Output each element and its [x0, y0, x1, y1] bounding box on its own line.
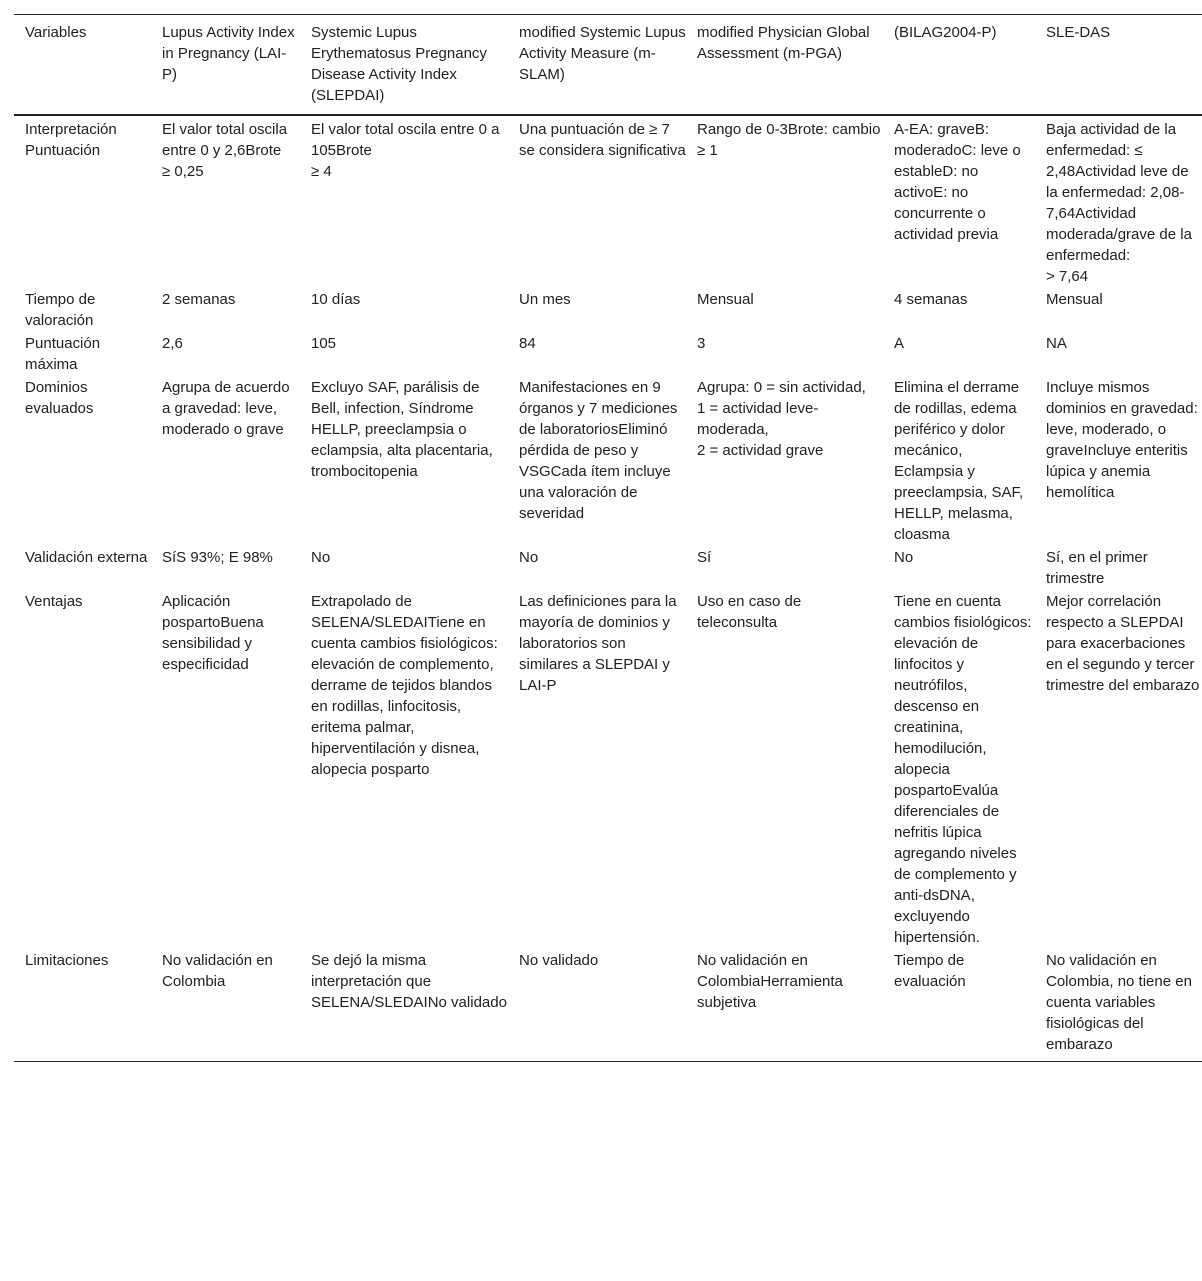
table-cell: Aplicación pospartoBuena sensibilidad y especificidad: [162, 593, 264, 673]
header-m-slam: modified Systemic Lupus Activity Measure (m-SLAM): [519, 24, 686, 83]
table-cell: Elimina el derrame de rodillas, edema periférico y dolor mecánico, Eclampsia y preeclampsia, SAF, HELLP, melasma, cloasma: [894, 379, 1024, 543]
table-cell: 10 días: [311, 291, 361, 308]
table-cell: Baja actividad de la enfermedad: ≤ 2,48Actividad leve de la enfermedad: 2,08-7,64Actividad moderada/grave de la enfermedad: > 7,64: [1046, 121, 1192, 285]
row-label: Interpretación Puntuación: [25, 121, 117, 159]
table-cell: Sí, en el primer trimestre: [1046, 549, 1148, 587]
table-cell: No: [519, 549, 539, 566]
table-cell: Excluyo SAF, parálisis de Bell, infection, Síndrome HELLP, preeclampsia o eclampsia, alta placentaria, trombocitopenia: [311, 379, 493, 480]
table-cell: El valor total oscila entre 0 y 2,6Brote ≥ 0,25: [162, 121, 288, 180]
table-row-tiempo: [14, 288, 1202, 332]
row-label: Dominios evaluados: [25, 379, 94, 417]
table-row-interpretacion: [14, 115, 1202, 288]
table-cell: Incluye mismos dominios en gravedad: leve, moderado, o graveIncluye enteritis lúpica y anemia hemolítica: [1046, 379, 1198, 501]
table-cell: SíS 93%; E 98%: [162, 549, 273, 566]
table-cell: Extrapolado de SELENA/SLEDAITiene en cuenta cambios fisiológicos: elevación de complemento, derrame de tejidos blandos en rodillas, linfocitosis, eritema palmar, hiperventilación y disnea, alopecia posparto: [311, 593, 498, 778]
comparison-table: [14, 14, 1202, 1062]
table-row-puntuacion-maxima: [14, 332, 1202, 376]
table-cell: NA: [1046, 335, 1067, 352]
table-cell: Rango de 0-3Brote: cambio ≥ 1: [697, 121, 881, 159]
table-cell: No: [311, 549, 331, 566]
table-cell: El valor total oscila entre 0 a 105Brote ≥ 4: [311, 121, 500, 180]
row-label: Puntuación máxima: [25, 335, 101, 373]
table-cell: 4 semanas: [894, 291, 968, 308]
header-m-pga: modified Physician Global Assessment (m-PGA): [697, 24, 870, 62]
table-cell: Sí: [697, 549, 712, 566]
table-cell: No validación en Colombia: [162, 952, 273, 990]
table-cell: 105: [311, 335, 337, 352]
table-cell: Agrupa: 0 = sin actividad, 1 = actividad leve-moderada, 2 = actividad grave: [697, 379, 866, 459]
table-cell: 2,6: [162, 335, 183, 352]
header-row: [14, 15, 1202, 116]
table-cell: 2 semanas: [162, 291, 236, 308]
table-cell: Mensual: [1046, 291, 1103, 308]
table-cell: Tiempo de evaluación: [894, 952, 966, 990]
header-sle-das: SLE-DAS: [1046, 24, 1111, 41]
header-lai-p: Lupus Activity Index in Pregnancy (LAI-P): [162, 24, 295, 83]
table-row-limitaciones: [14, 949, 1202, 1062]
row-label: Tiempo de valoración: [25, 291, 96, 329]
table-cell: A: [894, 335, 905, 352]
table-cell: Mensual: [697, 291, 754, 308]
header-variables: Variables: [25, 24, 87, 41]
table-cell: 84: [519, 335, 536, 352]
table-cell: Mejor correlación respecto a SLEPDAI para exacerbaciones en el segundo y tercer trimestre del embarazo: [1046, 593, 1200, 694]
header-slepdai: Systemic Lupus Erythematosus Pregnancy Disease Activity Index (SLEPDAI): [311, 24, 487, 104]
table-cell: Una puntuación de ≥ 7 se considera significativa: [519, 121, 686, 159]
table-cell: No validación en Colombia, no tiene en cuenta variables fisiológicas del embarazo: [1046, 952, 1192, 1053]
header-bilag2004-p: (BILAG2004-P): [894, 24, 997, 41]
table-cell: Un mes: [519, 291, 571, 308]
table-row-validacion: [14, 546, 1202, 590]
row-label: Ventajas: [25, 593, 83, 610]
table-cell: Tiene en cuenta cambios fisiológicos: elevación de linfocitos y neutrófilos, descenso en creatinina, hemodilución, alopecia pospartoEvalúa diferenciales de nefritis lúpica agregando niveles de complemento y anti-dsDNA, excluyendo hipertensión.: [894, 593, 1032, 946]
table-cell: 3: [697, 335, 706, 352]
table-cell: Uso en caso de teleconsulta: [697, 593, 802, 631]
table-cell: A-EA: graveB: moderadoC: leve o estableD: no activoE: no concurrente o actividad previa: [894, 121, 1021, 243]
table-cell: No validación en ColombiaHerramienta subjetiva: [697, 952, 843, 1011]
row-label: Limitaciones: [25, 952, 109, 969]
table-row-ventajas: [14, 590, 1202, 949]
row-label: Validación externa: [25, 549, 148, 566]
table-cell: Las definiciones para la mayoría de dominios y laboratorios son similares a SLEPDAI y LAI-P: [519, 593, 677, 694]
table-row-dominios: [14, 376, 1202, 546]
table-cell: No validado: [519, 952, 599, 969]
table-cell: Agrupa de acuerdo a gravedad: leve, moderado o grave: [162, 379, 290, 438]
table-cell: Se dejó la misma interpretación que SELENA/SLEDAINo validado: [311, 952, 507, 1011]
table-cell: Manifestaciones en 9 órganos y 7 mediciones de laboratoriosEliminó pérdida de peso y VSGCada ítem incluye una valoración de severidad: [519, 379, 678, 522]
table-cell: No: [894, 549, 914, 566]
